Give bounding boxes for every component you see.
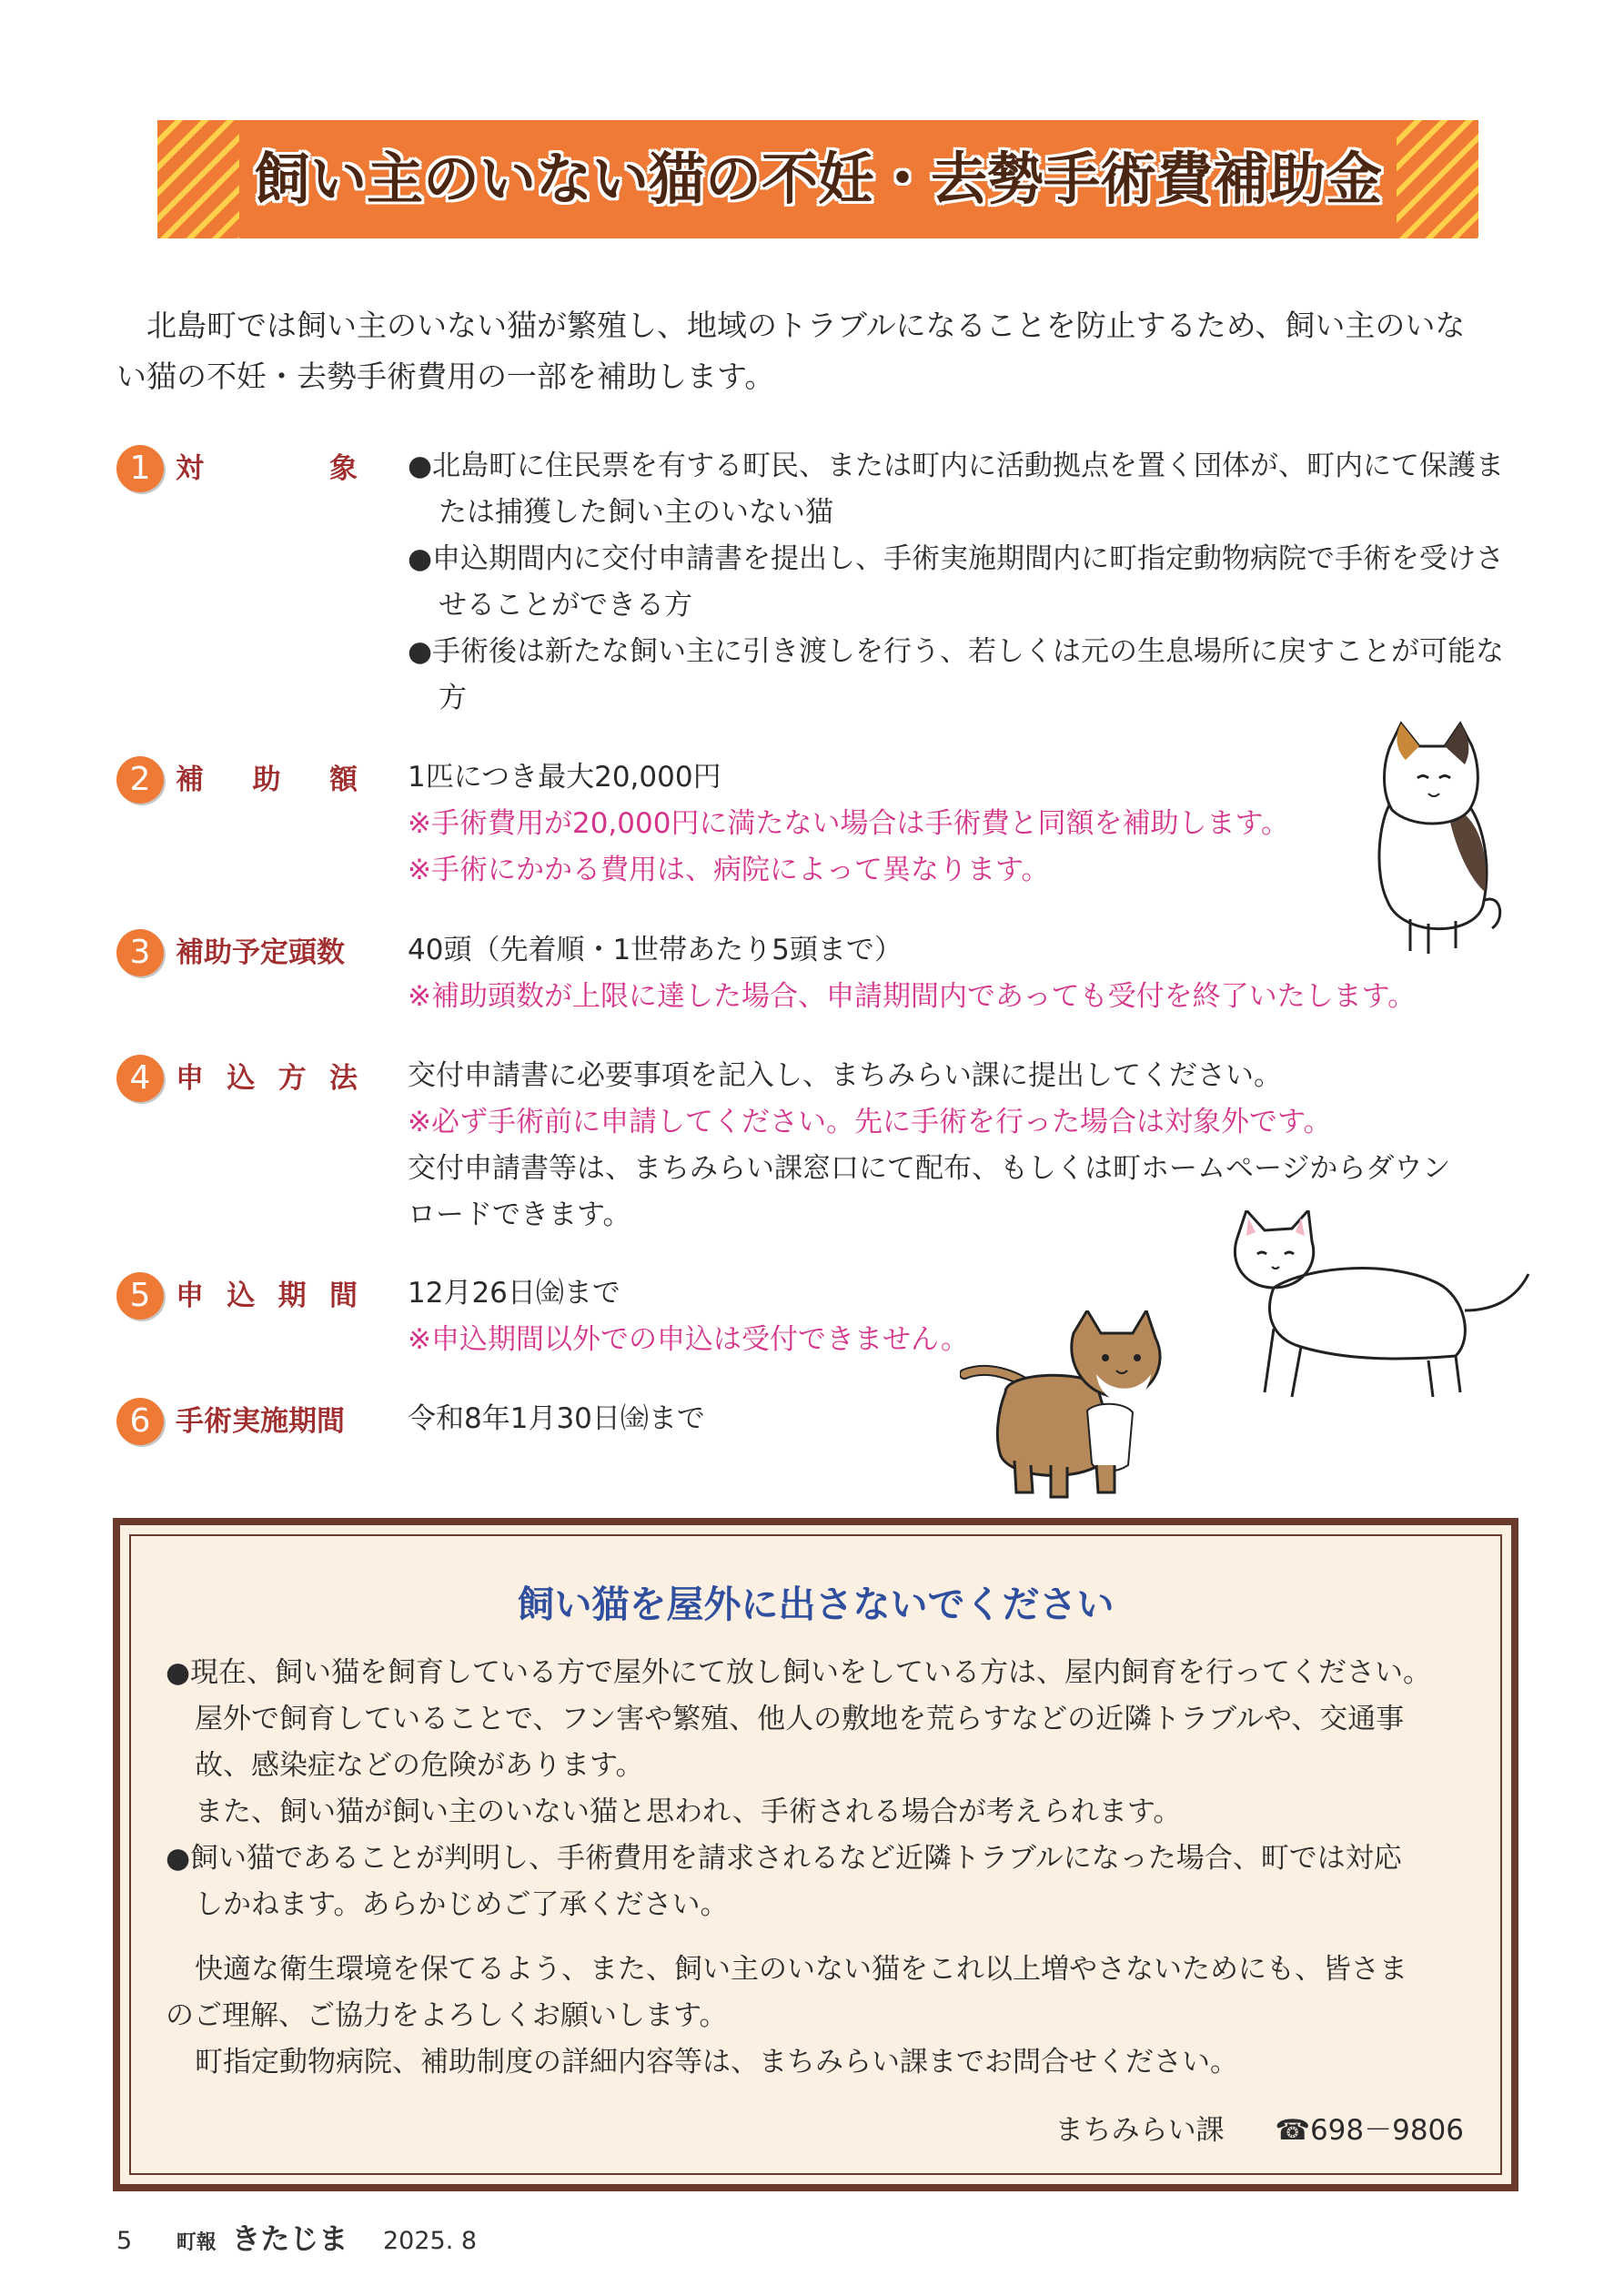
notice-body <box>166 1650 1476 2086</box>
method-text: ロードできます。 <box>408 1199 631 1231</box>
publication-name: きたじま <box>231 2221 348 2256</box>
notice-inquiry-text: 町指定動物病院、補助制度の詳細内容等は、まちみらい課までお問合せください。 <box>195 2046 1238 2079</box>
label-char: 対 <box>176 452 204 485</box>
section-number-1: 1 <box>116 445 164 492</box>
section-label-2 <box>176 756 358 804</box>
label-char: 象 <box>329 452 358 485</box>
phone-icon: ☎ <box>1275 2114 1310 2147</box>
section-label-3 <box>176 929 358 976</box>
notice-text: 故、感染症などの危険があります。 <box>195 1749 644 1782</box>
section-label-1 <box>176 445 358 492</box>
notice-bullet-1: ●現在、飼い猫を飼育している方で屋外にて放し飼いをしている方は、屋内飼育を行ってください。 <box>166 1656 1432 1689</box>
note-text: ※申込期間以外での申込は受付できません。 <box>408 1323 969 1356</box>
publication-type: 町報 <box>176 2231 217 2254</box>
label-char: 法 <box>328 1062 358 1095</box>
note-text: ※手術にかかる費用は、病院によって異なります。 <box>408 854 1050 886</box>
label-char: 込 <box>227 1279 256 1312</box>
intro-line-1: 北島町では飼い主のいない猫が繁殖し、地域のトラブルになることを防止するため、飼い主のいな <box>146 308 1466 343</box>
title-banner <box>157 120 1478 238</box>
section-number-3: 3 <box>116 929 164 976</box>
calico-cat-illustration <box>1337 710 1519 965</box>
label-char: 方 <box>277 1062 307 1095</box>
method-text: 交付申請書に必要事項を記入し、まちみらい課に提出してください。 <box>408 1059 1282 1092</box>
section-number-5: 5 <box>116 1272 164 1320</box>
page-footer <box>116 2216 477 2258</box>
contact-phone: 698－9806 <box>1309 2114 1464 2147</box>
section-number-6: 6 <box>116 1398 164 1445</box>
note-text: ※必ず手術前に申請してください。先に手術を行った場合は対象外です。 <box>408 1106 1332 1138</box>
section-content-1 <box>408 443 1527 722</box>
brown-kitten-illustration <box>960 1310 1187 1502</box>
label-char: 込 <box>227 1062 256 1095</box>
note-text: ※手術費用が20,000円に満たない場合は手術費と同額を補助します。 <box>408 807 1289 840</box>
notice-request-text: のご理解、ご協力をよろしくお願いします。 <box>166 1999 728 2032</box>
notice-box <box>113 1518 1518 2191</box>
white-cat-illustration <box>1201 1210 1538 1420</box>
publication-date: 2025. 8 <box>383 2227 478 2255</box>
notice-text: 屋外で飼育していることで、フン害や繁殖、他人の敷地を荒らすなどの近隣トラブルや、交通事 <box>195 1703 1405 1735</box>
label-char: 申 <box>176 1062 204 1095</box>
page-number: 5 <box>116 2227 133 2255</box>
note-text: ※補助頭数が上限に達した場合、申請期間内であっても受付を終了いたします。 <box>408 980 1417 1013</box>
notice-request-text: 快適な衛生環境を保てるよう、また、飼い主のいない猫をこれ以上増やさないためにも、皆さま <box>195 1953 1407 1986</box>
label-char: 額 <box>329 764 358 796</box>
amount-text: 1匹につき最大20,000円 <box>408 761 721 794</box>
contact-department: まちみらい課 <box>1054 2114 1225 2147</box>
method-text: 交付申請書等は、まちみらい課窓口にて配布、もしくは町ホームページからダウン <box>408 1152 1451 1185</box>
label-text: 補助予定頭数 <box>176 936 345 969</box>
surgery-period-text: 令和8年1月30日㈮まで <box>408 1402 705 1435</box>
bullet-item: ●手術後は新たな飼い主に引き渡しを行う、若しくは元の生息場所に戻すことが可能な方 <box>408 635 1505 714</box>
label-text: 手術実施期間 <box>176 1405 345 1438</box>
bullet-item: ●申込期間内に交付申請書を提出し、手術実施期間内に町指定動物病院で手術を受けさせることができる方 <box>408 542 1505 622</box>
notice-text: また、飼い猫が飼い主のいない猫と思われ、手術される場合が考えられます。 <box>195 1795 1182 1828</box>
period-text: 12月26日㈮まで <box>408 1277 620 1310</box>
section-label-6 <box>176 1398 358 1445</box>
count-text: 40頭（先着順・1世帯あたり5頭まで） <box>408 934 903 966</box>
label-char: 補 <box>176 764 204 796</box>
section-number-4: 4 <box>116 1055 164 1102</box>
label-char: 助 <box>252 764 281 796</box>
intro-paragraph <box>116 300 1518 402</box>
notice-bullet-2: ●飼い猫であることが判明し、手術費用を請求されるなど近隣トラブルになった場合、町では対応 <box>166 1842 1402 1875</box>
section-number-2: 2 <box>116 756 164 804</box>
intro-line-2: い猫の不妊・去勢手術費用の一部を補助します。 <box>116 359 775 394</box>
page-title: 飼い主のいない猫の不妊・去勢手術費補助金 <box>253 146 1382 212</box>
notice-title: 飼い猫を屋外に出さないでください <box>517 1583 1115 1626</box>
section-label-4 <box>176 1055 358 1102</box>
contact-info <box>1055 2107 1464 2148</box>
label-char: 間 <box>328 1279 358 1312</box>
label-char: 申 <box>176 1279 204 1312</box>
bullet-item: ●北島町に住民票を有する町民、または町内に活動拠点を置く団体が、町内にて保護または捕獲した飼い主のいない猫 <box>408 450 1505 529</box>
section-label-5 <box>176 1272 358 1320</box>
notice-text: しかねます。あらかじめご了承ください。 <box>195 1888 729 1921</box>
label-char: 期 <box>277 1279 307 1312</box>
